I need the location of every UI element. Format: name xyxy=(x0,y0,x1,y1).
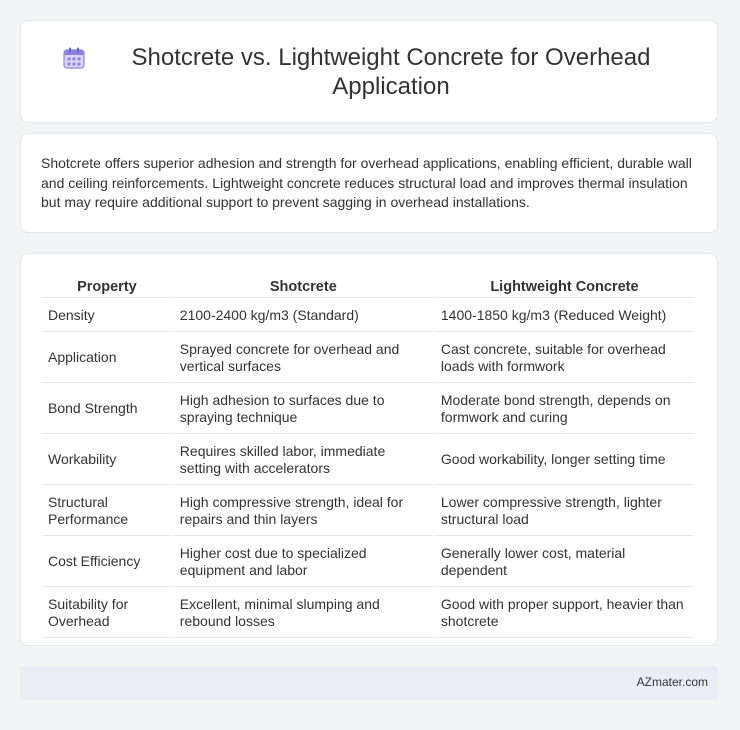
property-cell: Application xyxy=(42,334,172,383)
property-cell: Cost Efficiency xyxy=(42,538,172,587)
lightweight-concrete-cell: Good with proper support, heavier than shotcrete xyxy=(435,589,694,638)
column-header-shotcrete: Shotcrete xyxy=(174,276,433,298)
shotcrete-cell: Higher cost due to specialized equipment and labor xyxy=(174,538,433,587)
lightweight-concrete-cell: Lower compressive strength, lighter structural load xyxy=(435,487,694,536)
shotcrete-cell: 2100-2400 kg/m3 (Standard) xyxy=(174,300,433,332)
shotcrete-cell: Sprayed concrete for overhead and vertical surfaces xyxy=(174,334,433,383)
shotcrete-cell: High adhesion to surfaces due to spraying technique xyxy=(174,385,433,434)
table-row xyxy=(42,334,694,383)
property-cell: Bond Strength xyxy=(42,385,172,434)
property-cell: Structural Performance xyxy=(42,487,172,536)
summary-card xyxy=(20,133,718,233)
comparison-table-card xyxy=(20,253,718,646)
lightweight-concrete-cell: 1400-1850 kg/m3 (Reduced Weight) xyxy=(435,300,694,332)
column-header-property: Property xyxy=(42,276,172,298)
table-row xyxy=(42,589,694,638)
lightweight-concrete-cell: Moderate bond strength, depends on formwork and curing xyxy=(435,385,694,434)
footer-bar xyxy=(20,666,718,700)
lightweight-concrete-cell: Cast concrete, suitable for overhead loads with formwork xyxy=(435,334,694,383)
shotcrete-cell: Requires skilled labor, immediate setting with accelerators xyxy=(174,436,433,485)
property-cell: Suitability for Overhead xyxy=(42,589,172,638)
comparison-table xyxy=(40,274,696,640)
title-card xyxy=(20,20,718,123)
lightweight-concrete-cell: Generally lower cost, material dependent xyxy=(435,538,694,587)
footer-brand: AZmater.com xyxy=(636,675,708,689)
page-title: Shotcrete vs. Lightweight Concrete for Overhead Application xyxy=(131,43,651,100)
property-cell: Density xyxy=(42,300,172,332)
table-header-row xyxy=(42,276,694,298)
calendar-icon xyxy=(61,45,87,71)
lightweight-concrete-cell: Good workability, longer setting time xyxy=(435,436,694,485)
summary-text: Shotcrete offers superior adhesion and strength for overhead applications, enabling efficient, durable wall and ceiling reinforcements. Lightweight concrete reduces structural load and improves thermal insulation but may require additional support to prevent sagging in overhead installations. xyxy=(41,155,692,210)
table-row xyxy=(42,385,694,434)
table-row xyxy=(42,300,694,332)
table-row xyxy=(42,436,694,485)
column-header-lightweight-concrete: Lightweight Concrete xyxy=(435,276,694,298)
table-row xyxy=(42,487,694,536)
title-wrap xyxy=(21,43,717,101)
shotcrete-cell: Excellent, minimal slumping and rebound losses xyxy=(174,589,433,638)
table-row xyxy=(42,538,694,587)
property-cell: Workability xyxy=(42,436,172,485)
shotcrete-cell: High compressive strength, ideal for repairs and thin layers xyxy=(174,487,433,536)
